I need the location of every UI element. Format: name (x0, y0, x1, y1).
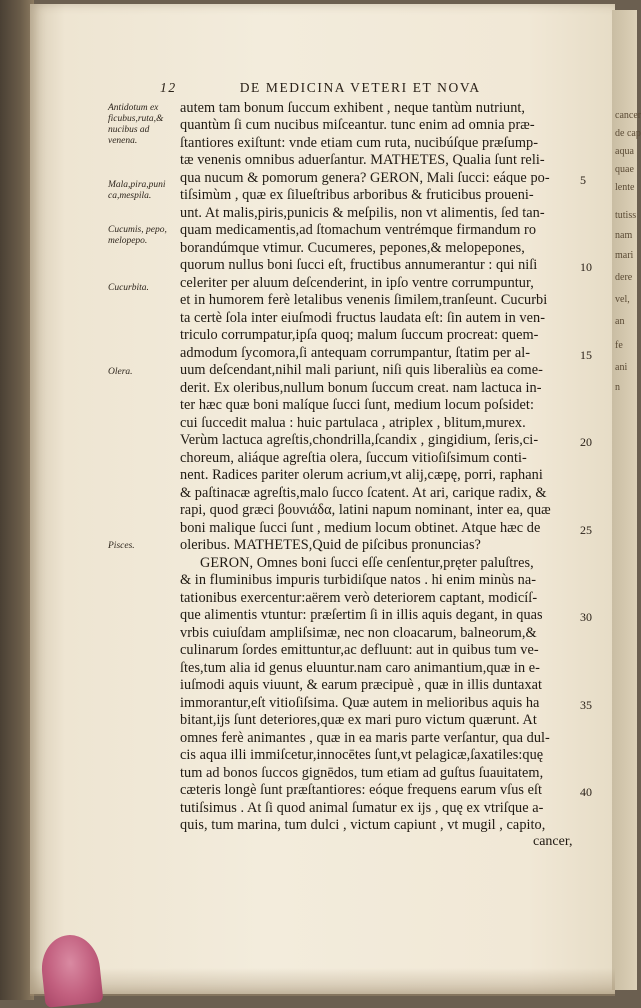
book-gutter (0, 0, 34, 1000)
text-line: ta certè ſola inter eiuſmodi fructus laudata eſt: ſin autem in ven- (180, 310, 546, 326)
facing-page-fragment: de cap (615, 128, 641, 139)
text-line: ter hæc quæ boni malíque ſucci ſunt, medium locum poſsidet: (180, 397, 534, 413)
text-line: quorum nullus boni ſucci eſt, fructibus annumerantur : qui niſi (180, 257, 538, 273)
text-line: GERON, Omnes boni ſucci eſſe cenſentur,pręter paluſtres, (200, 555, 534, 571)
text-line: derit. Ex oleribus,nullum bonum ſuccum creat. nam lactuca in- (180, 380, 542, 396)
text-line: et in humorem ferè letalibus venenis ſimilem,tranſeunt. Cucurbi (180, 292, 548, 308)
text-line: & paſtinacæ agreſtis,malo ſucco ſcatent. At ari, carique radix, & (180, 485, 547, 501)
text-line: ſtantiores exiſtunt: vnde etiam cum ruta, nucibúſque præſump- (180, 135, 539, 151)
text-line: quis, tum marina, tum dulci , victum capiunt , vt mugil , capito, (180, 817, 546, 833)
text-line: tæ venenis omnibus aduerſantur. MATHETES, Qualia ſunt reli- (180, 152, 545, 168)
line-number: 35 (580, 698, 592, 712)
margin-note-mala: Mala,pira,puni ca,mespila. (108, 180, 166, 201)
text-line: tationibus exercentur:aërem verò deteriorem captant, modicíſ- (180, 590, 538, 606)
facing-page-fragment: mari (615, 250, 634, 261)
facing-page-fragment: cancer (615, 110, 641, 121)
facing-page-fragment: dere (615, 272, 633, 283)
margin-note-olera: Olera. (108, 367, 133, 377)
running-head-title: DE MEDICINA VETERI ET NOVA (239, 80, 481, 95)
text-line: ſtes,tum alia id genus eluuntur.nam caro animantium,quæ in e- (180, 660, 540, 676)
facing-page-fragment: nam (615, 230, 633, 241)
margin-note-cucurbita: Cucurbita. (108, 283, 149, 293)
facing-page-fragment: fe (615, 340, 623, 351)
facing-page-fragment: quae (615, 164, 634, 175)
margin-note-cucumis: Cucumis, pepo, melopepo. (108, 225, 167, 246)
text-line: quantùm ſi cum nucibus miſceantur. tunc enim ad omnia præ- (180, 117, 535, 133)
folio-number: 12 (160, 80, 177, 95)
text-line: & in fluminibus impuris turbidiſque natos . hi enim minùs na- (180, 572, 537, 588)
text-line: celeriter per aluum deſcenderint, in ipſo ventre corrumpuntur, (180, 275, 534, 291)
text-line: autem tam bonum ſuccum exhibent , neque tantùm nutriunt, (180, 100, 526, 116)
line-number: 20 (580, 435, 592, 449)
text-line: triculo corrumpatur,ipſa quoq; malum ſuccum procreat: quem- (180, 327, 539, 343)
line-number: 40 (580, 785, 592, 799)
text-line: oleribus. MATHETES,Quid de piſcibus pronuncias? (180, 537, 481, 553)
margin-note-antidotum: Antidotum ex ficubus,ruta,& nucibus ad venena. (108, 103, 164, 146)
text-line: iuſmodi aquis viuunt, & earum præcipuè , quæ in illis duntaxat (180, 677, 543, 693)
text-line: bitant,ijs ſunt deteriores,quæ ex mari puro victum quærunt. At (180, 712, 537, 728)
facing-page-fragment: ani (615, 362, 628, 373)
text-line: qua nucum & pomorum genera? GERON, Mali ſucci: eáque po- (180, 170, 550, 186)
text-line: Verùm lactuca agreſtis,chondrilla,ſcandix , gingidium, ſeris,ci- (180, 432, 539, 448)
text-line: vrbis cuiuſdam ampliſsimæ, nec non cloacarum, balneorum,& (180, 625, 537, 641)
text-line: tiſsimùm , quæ ex ſilueſtribus arboribus & fruticibus proueni- (180, 187, 534, 203)
line-number: 25 (580, 523, 592, 537)
facing-page-fragment: n (615, 382, 620, 393)
text-line: culinarum ſordes emittuntur,ac defluunt: aut in quibus tum ve- (180, 642, 539, 658)
margin-note-pisces: Pisces. (108, 541, 135, 551)
text-line: cæteris longè ſunt præſtantiores: eóque frequens earum vſus eſt (180, 782, 543, 798)
line-number: 15 (580, 348, 592, 362)
text-line: cis aqua illi immiſcetur,innocētes ſunt,vt pelagicæ,ſaxatiles:quę (180, 747, 544, 763)
text-line: tutiſsimus . At ſi quod animal ſumatur ex ijs , quę ex vtriſque a- (180, 800, 544, 816)
catchword: cancer, (533, 834, 573, 849)
text-line: boni malique ſucci ſunt , medium locum obtinet. Atque hæc de (180, 520, 541, 536)
text-line: tum ad bonos ſuccos gignēdos, tum etiam ad guſtus ſuauitatem, (180, 765, 544, 781)
text-line: omnes ferè animantes , quæ in ea maris parte verſantur, qua dul- (180, 730, 550, 746)
text-line: quam medicamentis,ad ſtomachum ventrémque firmandum ro (180, 222, 537, 238)
line-number: 5 (580, 173, 586, 187)
text-line: admodum ſycomora,ſi antequam corrumpantur, ſtatim per al- (180, 345, 531, 361)
text-line: nent. Radices pariter olerum acrium,vt alij,cæpę, porri, raphani (180, 467, 543, 483)
text-line: choreum, aliáque agreſtia olera, ſuccum vitioſiſsimum conti- (180, 450, 527, 466)
facing-page-fragment: tutiss (615, 210, 637, 221)
facing-page-edge (612, 10, 641, 990)
text-line: borandúmque vtimur. Cucumeres, pepones,& melopepones, (180, 240, 525, 256)
running-head (160, 80, 580, 96)
text-line: rapi, quod græci βουνιάδα, latini napum nominant, inter ea, quæ (180, 502, 551, 518)
text-line: unt. At malis,piris,punicis & meſpilis, non vt alimentis, ſed tan- (180, 205, 545, 221)
text-line: cui ſuccedit malua : huic partulaca , atriplex , blitum,murex. (180, 415, 526, 431)
text-line: que alimentis vtuntur: præſertim ſi in illis aquis degant, in quas (180, 607, 543, 623)
text-line: uum deſcendant,nihil mali pariunt, niſi quis liberaliùs ea come- (180, 362, 543, 378)
line-number: 30 (580, 610, 592, 624)
facing-page-fragment: lente (615, 182, 635, 193)
facing-page-fragment: aqua (615, 146, 634, 157)
facing-page-fragment: vel, (615, 294, 630, 305)
page-bottom-edge (30, 968, 615, 996)
line-number: 10 (580, 260, 592, 274)
facing-page-fragment: an (615, 316, 625, 327)
text-line: immorantur,eſt vitioſiſsima. Quæ autem in melioribus aquis ha (180, 695, 540, 711)
